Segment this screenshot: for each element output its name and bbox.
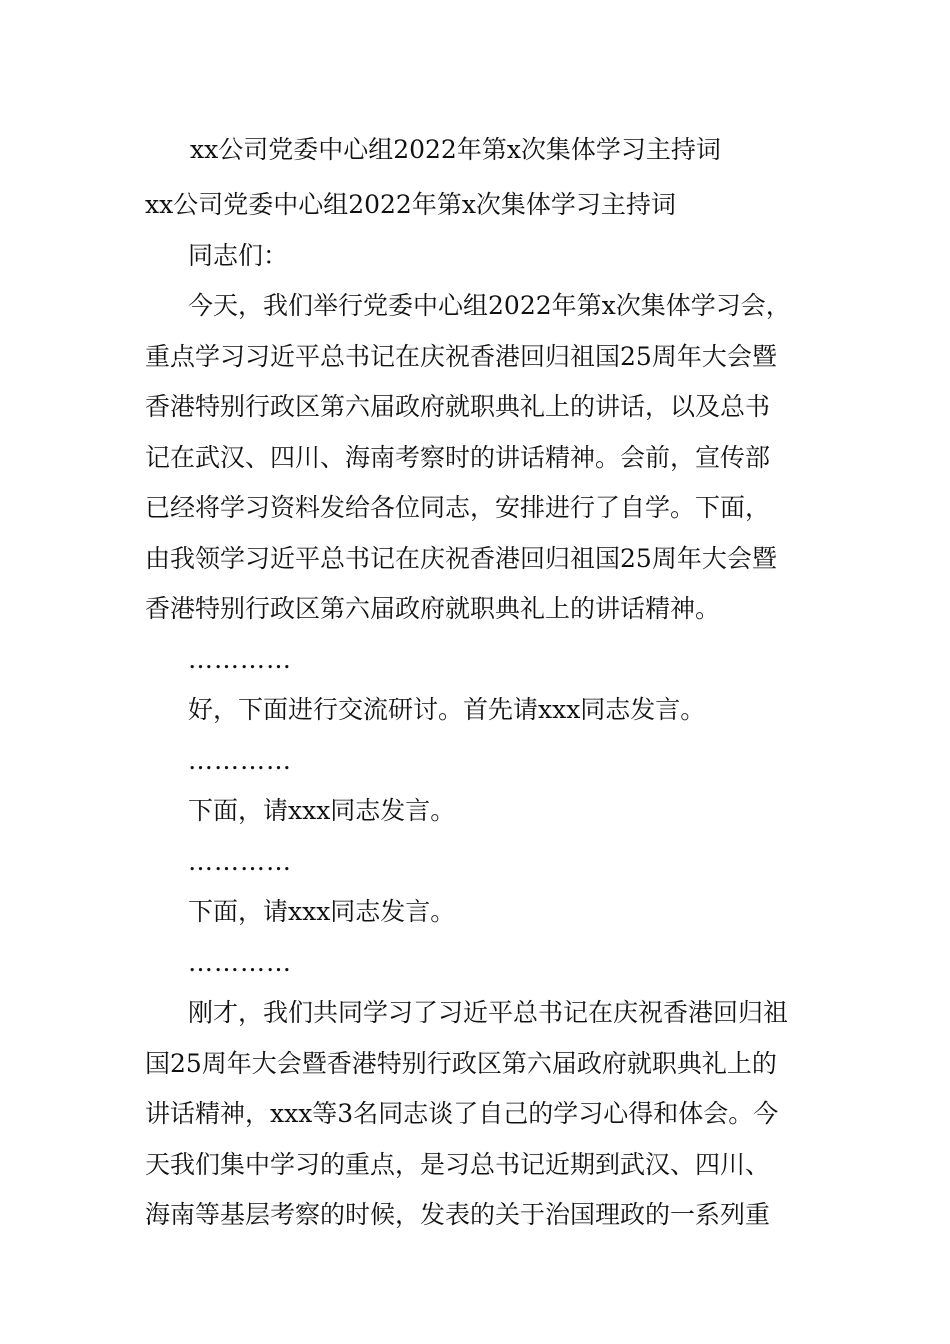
paragraph-line: 今天，我们举行党委中心组2022年第x次集体学习会， — [188, 291, 791, 320]
paragraph-line: 国25周年大会暨香港特别行政区第六届政府就职典礼上的 — [145, 1048, 777, 1078]
paragraph-line: 下面，请xxx同志发言。 — [188, 897, 456, 926]
paragraph-line: xx公司党委中心组2022年第x次集体学习主持词 — [145, 190, 676, 219]
paragraph-line: 由我领学习近平总书记在庆祝香港回归祖国25周年大会暨 — [145, 543, 777, 573]
document-body — [145, 180, 815, 1241]
paragraph-line: 香港特别行政区第六届政府就职典礼上的讲话精神。 — [145, 594, 721, 623]
paragraph-line: ………… — [188, 947, 292, 977]
paragraph-line: ………… — [188, 644, 292, 674]
paragraph-line: ………… — [188, 745, 292, 775]
paragraph-line: 已经将学习资料发给各位同志，安排进行了自学。下面， — [145, 493, 771, 522]
paragraph-line: ………… — [188, 846, 292, 876]
paragraph-line: 讲话精神，xxx等3名同志谈了自己的学习心得和体会。今 — [145, 1099, 779, 1128]
paragraph-line: 海南等基层考察的时候，发表的关于治国理政的一系列重 — [145, 1200, 771, 1229]
document-title: xx公司党委中心组2022年第x次集体学习主持词 — [190, 135, 721, 164]
paragraph-line: 重点学习习近平总书记在庆祝香港回归祖国25周年大会暨 — [145, 341, 777, 371]
paragraph-line: 香港特别行政区第六届政府就职典礼上的讲话，以及总书 — [145, 392, 771, 421]
paragraph-line: 下面，请xxx同志发言。 — [188, 796, 456, 825]
paragraph-line: 同志们： — [188, 240, 289, 270]
paragraph-line: 好，下面进行交流研讨。首先请xxx同志发言。 — [188, 695, 706, 724]
paragraph-line: 刚才，我们共同学习了习近平总书记在庆祝香港回归祖 — [188, 998, 789, 1027]
paragraph-line: 记在武汉、四川、海南考察时的讲话精神。会前，宣传部 — [145, 442, 771, 472]
paragraph-line: 天我们集中学习的重点，是习总书记近期到武汉、四川、 — [145, 1149, 771, 1179]
